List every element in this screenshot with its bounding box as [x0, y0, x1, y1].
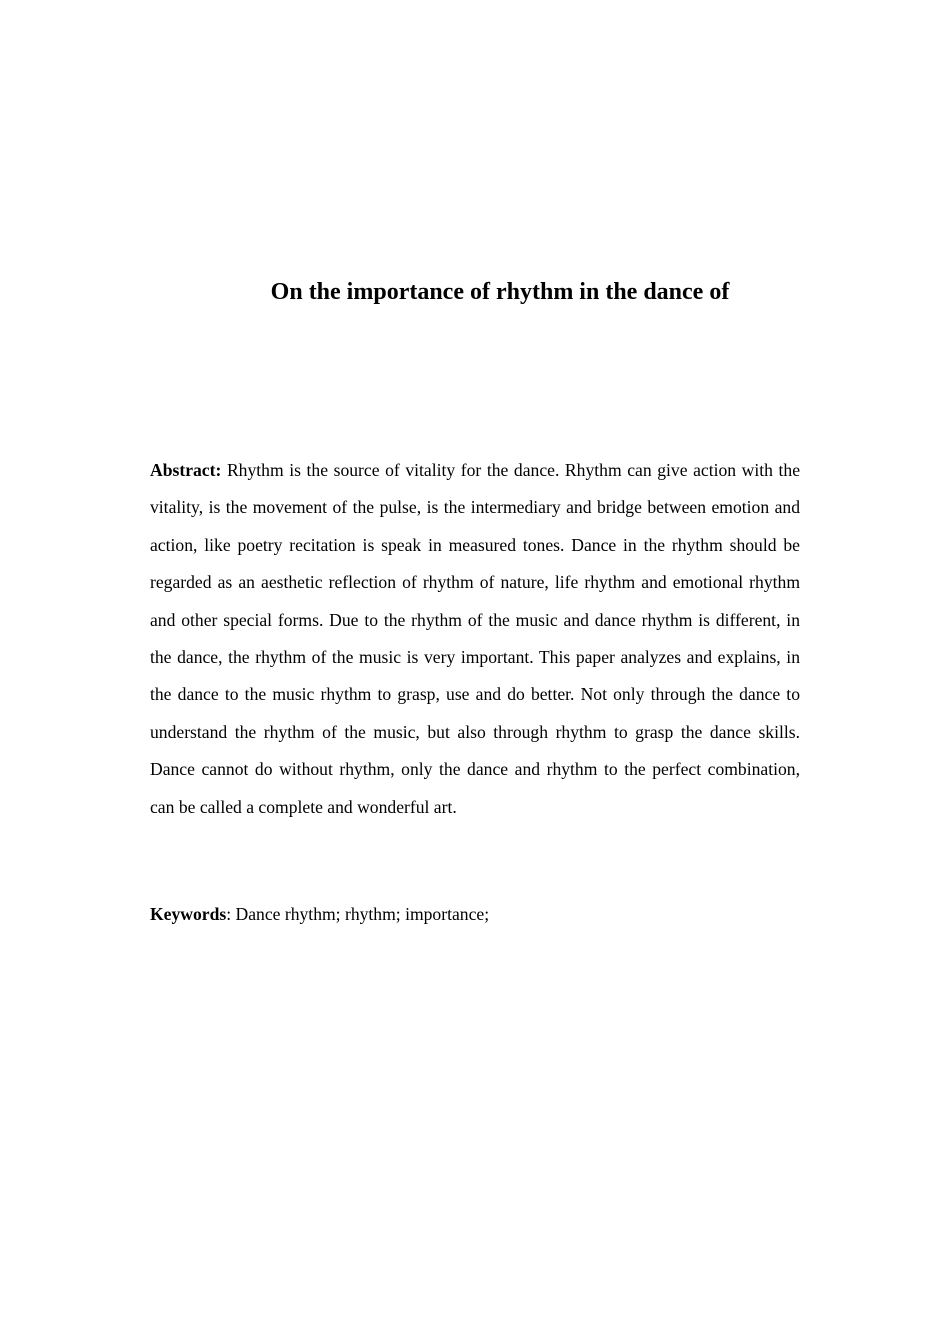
abstract-label: Abstract: — [150, 460, 222, 480]
abstract-paragraph — [150, 452, 800, 826]
abstract-text: Rhythm is the source of vitality for the dance. Rhythm can give action with the vitality, is the movement of the pulse, is the intermediary and bridge between emotion and action, like poetry recitation is speak in measured tones. Dance in the rhythm should be regarded as an aesthetic reflection of rhythm of nature, life rhythm and emotional rhythm and other special forms. Due to the rhythm of the music and dance rhythm is different, in the dance, the rhythm of the music is very important. This paper analyzes and explains, in the dance to the music rhythm to grasp, use and do better. Not only through the dance to understand the rhythm of the music, but also through rhythm to grasp the dance skills. Dance cannot do without rhythm, only the dance and rhythm to the perfect combination, can be called a complete and wonderful art. — [150, 460, 801, 817]
keywords-label: Keywords — [150, 904, 227, 924]
keywords-text: : Dance rhythm; rhythm; importance; — [226, 904, 490, 924]
keywords-paragraph — [150, 896, 800, 933]
paper-title: On the importance of rhythm in the dance of — [270, 279, 730, 305]
